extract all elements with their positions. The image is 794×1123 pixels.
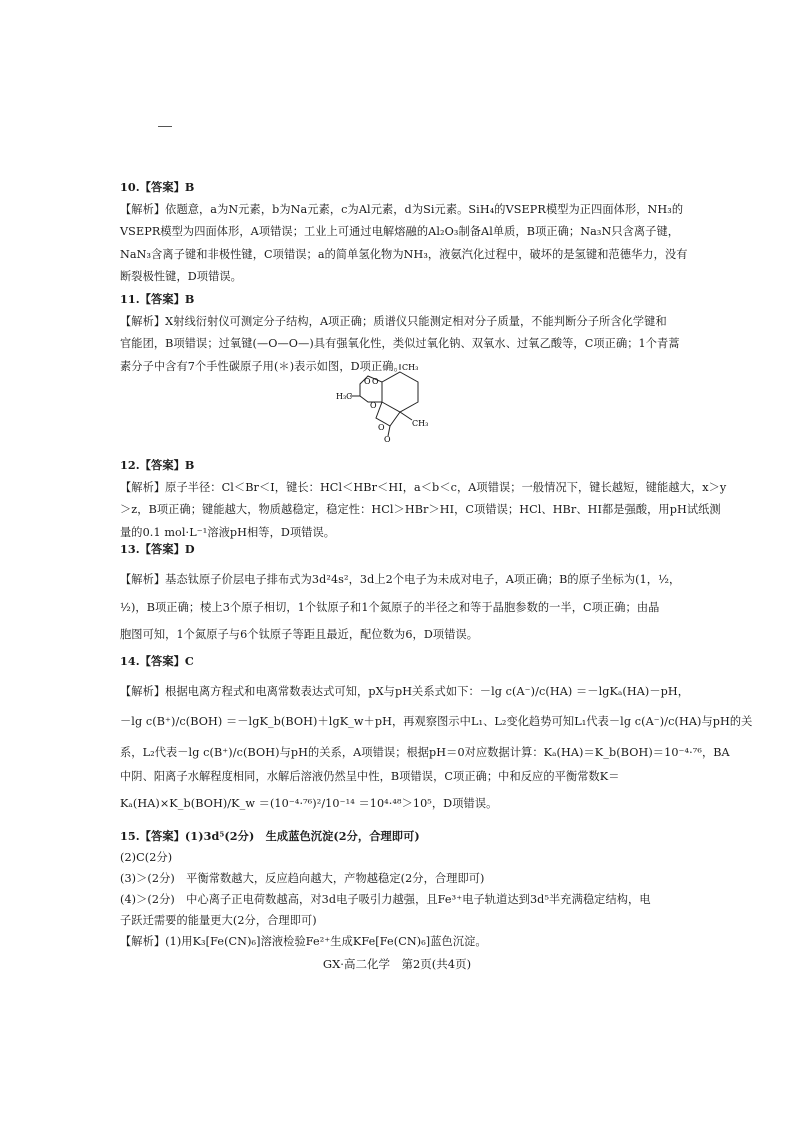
q14-line-5: Kₐ(HA)×K_b(BOH)/K_w ＝(10⁻⁴·⁷⁶)²/10⁻¹⁴ ＝10⁴·⁴⁸＞10⁵，D项错误。	[120, 796, 498, 810]
q14-line-2: －lg c(B⁺)/c(BOH) ＝－lgK_b(BOH)＋lgK_w＋pH，再观察图示中L₁、L₂变化趋势可知L₁代表－lg c(A⁻)/c(HA)与pH的关	[120, 715, 753, 728]
q13-line-3: 胞图可知，1个氮原子与6个钛原子等距且最近，配位数为6，D项错误。	[120, 627, 479, 641]
q11-line-1: 【解析】X射线衍射仪可测定分子结构，A项正确；质谱仪只能测定相对分子质量，不能判断分子所含化学键和	[120, 314, 667, 328]
q12-answer: 12.【答案】B	[120, 458, 195, 472]
question-13	[120, 538, 680, 646]
oxygen-label-1: O	[364, 377, 371, 386]
q11-line-3: 素分子中含有7个手性碳原子用(＊)表示如图，D项正确。	[120, 359, 405, 373]
q13-line-1: 【解析】基态钛原子价层电子排布式为3d²4s²，3d上2个电子为未成对电子，A项正确；B的原子坐标为(1，½，	[120, 572, 681, 586]
question-12	[120, 454, 727, 544]
q15-line-5: 【解析】(1)用K₃[Fe(CN)₆]溶液检验Fe²⁺生成KFe[Fe(CN)₆]蓝色沉淀。	[120, 935, 487, 948]
q14-line-3: 系，L₂代表－lg c(B⁺)/c(BOH)与pH的关系，A项错误；根据pH＝0对应数据计算：Kₐ(HA)＝K_b(BOH)＝10⁻⁴·⁷⁶，BA	[120, 745, 730, 759]
q14-line-4: 中阴、阳离子水解程度相同，水解后溶液仍然呈中性，B项错误，C项正确；中和反应的平衡常数K＝	[120, 770, 620, 783]
q10-line-4: 断裂极性键，D项错误。	[120, 270, 242, 283]
q15-line-1: (2)C(2分)	[120, 851, 173, 864]
q11-line-2: 官能团，B项错误；过氧键(—O—O—)具有强氧化性，类似过氧化钠、双氧水、过氧乙酸等，C项正确；1个青蒿	[120, 337, 680, 350]
question-15	[120, 826, 680, 952]
artemisinin-structure-figure	[336, 362, 460, 444]
q13-line-2: ½)，B项正确；棱上3个原子相切，1个钛原子和1个氮原子的半径之和等于晶胞参数的一半，C项正确；由晶	[120, 601, 660, 614]
q10-line-2: VSEPR模型为四面体形，A项错误；工业上可通过电解熔融的Al₂O₃制备Al单质，B项正确；Na₃N只含离子键，	[120, 225, 680, 238]
question-10	[120, 176, 688, 289]
q15-line-4: 子跃迁需要的能量更大(2分，合理即可)	[120, 914, 317, 927]
q11-answer: 11.【答案】B	[120, 292, 195, 306]
q14-answer: 14.【答案】C	[120, 654, 194, 668]
q14-line-1: 【解析】根据电离方程式和电离常数表达式可知，pX与pH关系式如下：－lg c(A⁻)/c(HA) ＝－lgKₐ(HA)－pH，	[120, 684, 690, 698]
oxygen-label-3: O	[370, 401, 377, 410]
page-footer: GX·高二化学 第2页(共4页)	[322, 957, 472, 971]
q10-line-3: NaN₃含离子键和非极性键，C项错误；a的简单氢化物为NH₃，液氨汽化过程中，破坏的是氢键和范德华力，没有	[120, 247, 688, 261]
oxygen-label-4: O	[378, 423, 385, 432]
oxygen-label-5: O	[384, 435, 391, 444]
q10-answer: 10.【答案】B	[120, 180, 195, 194]
q13-answer: 13.【答案】D	[120, 542, 195, 556]
q12-line-2: ＞z，B项正确；键能越大，物质越稳定，稳定性：HCl＞HBr＞HI，C项错误；HCl、HBr、HI都是强酸，用pH试纸测	[120, 503, 721, 516]
scan-mark	[158, 126, 172, 127]
q15-line-2: (3)＞(2分) 平衡常数越大，反应趋向越大，产物越稳定(2分，合理即可)	[120, 872, 485, 885]
q12-line-3: 量的0.1 mol·L⁻¹溶液pH相等，D项错误。	[120, 525, 336, 539]
ch3-bottom-label: CH₃	[412, 419, 429, 428]
q15-answer: 15.【答案】(1)3d⁵(2分) 生成蓝色沉淀(2分，合理即可)	[120, 829, 420, 843]
question-14	[120, 650, 753, 815]
oxygen-label-2: O	[372, 377, 379, 386]
h3c-label: H₃C	[336, 392, 353, 401]
q12-line-1: 【解析】原子半径：Cl＜Br＜I，键长：HCl＜HBr＜HI，a＜b＜c，A项错误；一般情况下，键长越短，键能越大，x＞y	[120, 480, 727, 494]
q10-line-1: 【解析】依题意，a为N元素，b为Na元素，c为Al元素，d为Si元素。SiH₄的VSEPR模型为正四面体形，NH₃的	[120, 202, 684, 216]
q15-line-3: (4)＞(2分) 中心离子正电荷数越高，对3d电子吸引力越强，且Fe³⁺电子轨道达到3d⁵半充满稳定结构，电	[120, 893, 651, 906]
ch3-top-label: CH₃	[402, 363, 419, 372]
